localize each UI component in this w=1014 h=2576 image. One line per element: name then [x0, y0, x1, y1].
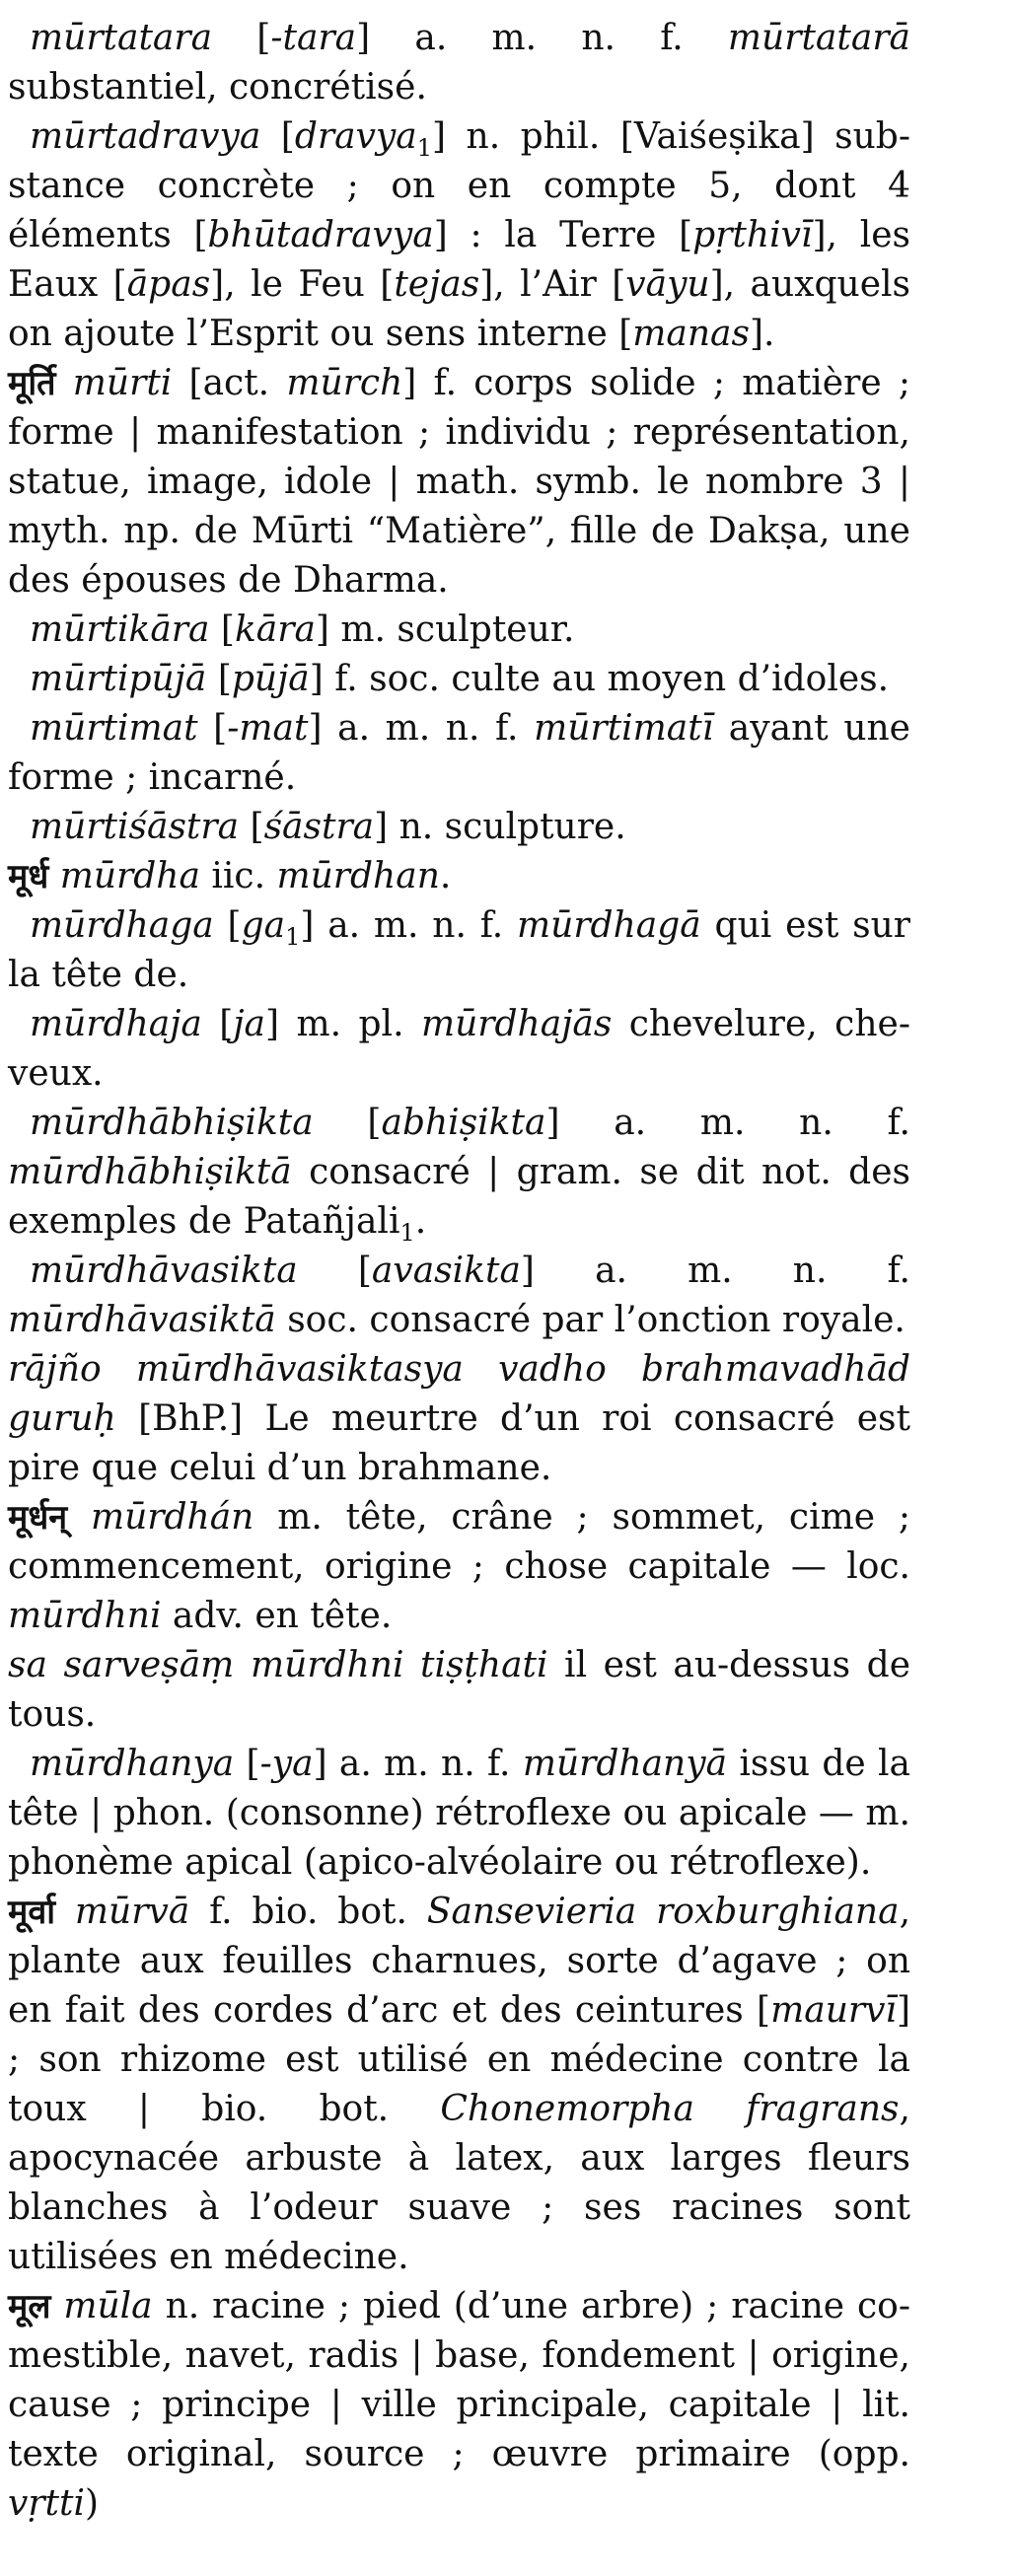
entry-text: [56, 363, 73, 403]
italic-term: abhiṣikta: [381, 1103, 546, 1143]
italic-term: -ya: [259, 1744, 314, 1784]
entry-text: [: [206, 659, 232, 699]
devanagari-headword: मूर्धन्: [8, 1498, 68, 1538]
devanagari-headword: मूर्ध: [8, 857, 49, 896]
dictionary-entry: [8, 1740, 910, 1888]
italic-term: avasikta: [371, 1251, 521, 1291]
italic-term: ja: [233, 1004, 265, 1044]
dictionary-entry: [8, 359, 910, 606]
italic-term: mūrdhaga: [30, 905, 214, 946]
entry-text: ].: [749, 314, 775, 354]
dictionary-entry: [8, 606, 910, 655]
italic-term: sa sarveṣāṃ mūrdhni tiṣṭhati: [8, 1645, 548, 1685]
italic-term: pṛthivī: [692, 215, 813, 255]
dictionary-entry: [8, 901, 910, 1000]
entry-text: .: [414, 1201, 427, 1242]
entry-text: iic.: [199, 856, 277, 896]
entry-text: qui est sur la tête de.: [8, 905, 910, 995]
entry-text: ] a. m. n. f.: [545, 1103, 910, 1143]
italic-term: vṛtti: [8, 2483, 85, 2524]
entry-text: [48, 856, 59, 896]
italic-term: mūrdhan: [276, 856, 440, 896]
italic-term: mūrtikāra: [30, 609, 210, 650]
italic-term: mūrvā: [74, 1892, 190, 1932]
italic-term: vāyu: [625, 264, 710, 305]
italic-term: mūrtipūjā: [30, 659, 207, 699]
italic-term: pūjā: [231, 659, 310, 699]
devanagari-headword: मूल: [8, 2287, 51, 2326]
entry-text: ] n. phil. [Vaiśeṣika] substance concrète ; on en compte 5, dont 4 éléments [: [8, 116, 910, 255]
entry-text: , plante aux feuilles charnues, sorte d’agave ; on en fait des cordes d’arc et des ceintures [: [8, 1892, 911, 2031]
entry-text: f. bio. bot.: [189, 1892, 427, 1932]
dictionary-entry: [8, 1099, 910, 1247]
italic-term: mūrtimat: [30, 708, 198, 749]
entry-text: ], l’Air [: [479, 264, 626, 305]
italic-term: mūrtatarā: [727, 18, 910, 58]
entry-text: [act.: [172, 363, 287, 403]
dictionary-entry: [8, 852, 910, 901]
italic-term: kāra: [234, 609, 316, 650]
entry-text: ] n. sculpture.: [374, 807, 626, 847]
entry-text: chevelure, cheveux.: [8, 1004, 910, 1094]
italic-term: manas: [632, 314, 750, 354]
entry-text: [: [239, 807, 264, 847]
italic-term: śāstra: [263, 807, 375, 847]
italic-term: mūrdhagā: [517, 905, 701, 946]
italic-term: mūrdhni: [8, 1596, 162, 1636]
dictionary-entry: [8, 1641, 910, 1740]
entry-text: [: [197, 708, 228, 749]
italic-term: rājño mūrdhāvasiktasya vadho brahmavadhād guruḥ: [8, 1349, 910, 1439]
entry-text: ] ; son rhizome est utilisé en médecine contre la toux | bio. bot.: [8, 1990, 910, 2129]
entry-text: [: [260, 116, 295, 157]
dictionary-entry: [8, 14, 910, 112]
entry-text: , apocynacée arbuste à latex, aux larges fleurs blanches à l’odeur suave ; ses racines sont utilisées en médecine.: [8, 2089, 910, 2277]
dictionary-entry: [8, 655, 910, 704]
entry-text: [: [313, 1103, 382, 1143]
entry-text: adv. en tête.: [161, 1596, 393, 1636]
dictionary-entry: [8, 1000, 910, 1099]
entry-text: [: [212, 18, 271, 58]
dictionary-entry: [8, 2282, 910, 2529]
entry-text: [BhP.] Le meurtre d’un roi consacré est pire que celui d’un brahmane.: [8, 1398, 910, 1488]
entry-text: ] a. m. n. f.: [356, 18, 728, 58]
entry-text: [67, 1497, 91, 1538]
dictionary-entry: [8, 1345, 910, 1493]
entry-text: ): [85, 2483, 100, 2524]
italic-term: maurvī: [770, 1990, 897, 2031]
italic-term: -tara: [270, 18, 357, 58]
italic-term: mūrdhābhiṣikta: [30, 1103, 314, 1143]
italic-term: mūrdhāvasikta: [30, 1251, 298, 1291]
italic-term: mūrtiśāstra: [30, 807, 240, 847]
italic-term: Chonemorpha fragrans: [440, 2089, 900, 2129]
italic-term: Sansevieria roxburghiana: [426, 1892, 900, 1932]
italic-term: āpas: [126, 264, 211, 305]
entry-text: ] a. m. n. f.: [520, 1251, 910, 1291]
entry-text: [: [234, 1744, 260, 1784]
entry-text: ] f. soc. culte au moyen d’idoles.: [309, 659, 890, 699]
italic-term: mūrtimatī: [534, 708, 714, 749]
entry-text: ], le Feu [: [210, 264, 395, 305]
dictionary-entry: [8, 1888, 910, 2282]
italic-term: -mat: [227, 708, 309, 749]
italic-term: mūrtatara: [30, 18, 213, 58]
italic-term: tejas: [394, 264, 480, 305]
entry-text: [: [201, 1004, 234, 1044]
entry-text: il est au-dessus de tous.: [8, 1645, 911, 1735]
entry-text: ] m. sculpteur.: [315, 609, 575, 650]
italic-term: mūrdhanya: [30, 1744, 235, 1784]
italic-term: mūrdhán: [90, 1497, 254, 1538]
italic-term: bhūtadravya: [207, 215, 434, 255]
italic-term: mūrtadravya: [30, 116, 261, 157]
entry-text: [: [213, 905, 242, 946]
italic-term: mūrdhaja: [30, 1004, 202, 1044]
dictionary-entry: [8, 1493, 910, 1641]
italic-term: ga: [241, 905, 286, 946]
entry-text: ayant une forme ; incarné.: [8, 708, 910, 798]
italic-term: mūrdhāvasiktā: [8, 1300, 276, 1340]
entry-text: .: [439, 856, 452, 896]
italic-term: mūrti: [72, 363, 173, 403]
entry-text: ] a. m. n. f.: [308, 708, 535, 749]
dictionary-entry: [8, 112, 910, 359]
entry-text: ] a. m. n. f.: [313, 1744, 523, 1784]
entry-text: ] : la Terre [: [433, 215, 693, 255]
entry-text: [55, 1892, 75, 1932]
entry-text: n. racine ; pied (d’une arbre) ; racine comestible, navet, radis | base, fondement | origine, cause ; principe | ville principale, capitale | lit. texte original, source ; œuvre primaire (opp.: [8, 2286, 910, 2474]
italic-term: mūrdhanyā: [522, 1744, 728, 1784]
entry-text: substantiel, concrétisé.: [8, 67, 427, 107]
dictionary-entry: [8, 1247, 910, 1345]
entry-text: ] m. pl.: [264, 1004, 421, 1044]
italic-term: mūrdha: [59, 856, 200, 896]
dictionary-entry: [8, 704, 910, 803]
homonym-index: 1: [285, 923, 301, 952]
homonym-index: 1: [399, 1219, 415, 1248]
entry-text: ], auxquels on ajoute l’Esprit ou sens interne [: [8, 264, 911, 354]
entry-text: [: [209, 609, 235, 650]
entry-text: soc. consacré par l’onction royale.: [275, 1300, 905, 1340]
entry-text: ], les Eaux [: [8, 215, 910, 305]
italic-term: dravya: [294, 116, 417, 157]
entry-text: [: [297, 1251, 372, 1291]
italic-term: mūrch: [286, 363, 403, 403]
italic-term: mūrdhābhiṣiktā: [8, 1152, 292, 1192]
entry-text: m. tête, crâne ; sommet, cime ; commencement, origine ; chose capitale — loc.: [8, 1497, 910, 1587]
italic-term: mūrdhajās: [420, 1004, 613, 1044]
entry-text: issu de la tête | phon. (consonne) rétroflexe ou apicale — m. phonème apical (apico-alvéolaire ou rétroflexe).: [8, 1744, 910, 1883]
entry-text: ] f. corps solide ; matière ; forme | manifestation ; individu ; représentation, statue, image, idole | math. symb. le nombre 3 | myth. np. de Mūrti “Matière”, fille de Dakṣa, une des épouses de Dharma.: [8, 363, 911, 601]
devanagari-headword: मूर्वा: [8, 1893, 56, 1932]
entry-text: consacré | gram. se dit not. des exemples de Patañjali: [8, 1152, 910, 1242]
homonym-index: 1: [416, 134, 432, 163]
dictionary-entry: [8, 803, 910, 852]
devanagari-headword: मूर्ति: [8, 364, 56, 403]
italic-term: mūla: [63, 2286, 153, 2326]
entry-text: ] a. m. n. f.: [300, 905, 517, 946]
entry-text: [50, 2286, 63, 2326]
